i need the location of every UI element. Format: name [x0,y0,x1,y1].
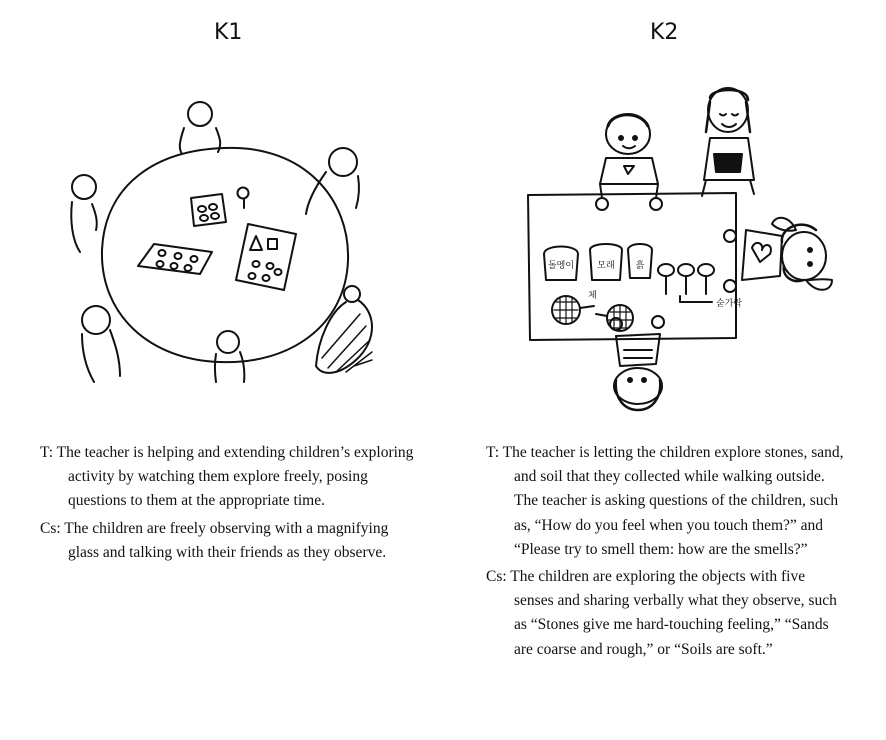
k2-children-text: Cs: The children are exploring the objects with five senses and sharing verbally what they observe, such as “Stones give me hard-touching feeling,” “Sands are coarse and rough,” or “Soils are soft.” [486,568,837,658]
k1-children-text: Cs: The children are freely observing with a magnifying glass and talking with their friends as they observe. [40,519,389,561]
k2-teacher-text: T: The teacher is letting the children explore stones, sand, and soil that they collected while walking outside. The teacher is asking questions of the children, such as, “How do you feel when you touch them?” and “Please try to smell them: how are the smells?” [486,444,844,558]
soil-bowl [628,244,652,278]
child-boy-top [596,114,662,210]
spoons-label: 숟가락 [716,299,743,309]
child-bottom-left [82,306,120,382]
worksheet-small [191,194,226,226]
worksheet-right [236,224,296,290]
k1-round-table-sketch [60,90,390,390]
round-table [102,148,348,362]
sand-label: 모래 [597,261,615,271]
k1-description [40,441,420,568]
child-left [71,175,97,252]
sieve-label: 체 [588,291,597,301]
child-girl-right [724,218,832,292]
child-bottom-right [316,286,372,373]
magnifying-glass-icon [238,188,249,209]
k1-teacher-text: T: The teacher is helping and extending children’s exploring activity by watching them explore freely, posing questions to them at the appropriate time. [40,444,414,510]
sand-bowl [590,244,622,280]
k2-panel-title: K2 [650,20,679,45]
soil-label: 흙 [635,261,645,271]
k1-panel-title: K1 [214,20,243,45]
sieve-right [596,305,633,331]
k2-table-sketch [520,80,850,420]
stones-label: 돌멩이 [547,261,575,271]
child-top-right [306,148,359,214]
sieve-left [552,289,597,324]
teacher-top-right [702,88,754,196]
worksheet-left [138,244,212,274]
stones-bowl [544,247,578,281]
child-top [180,102,220,154]
k2-description [486,441,846,665]
spoons [658,264,742,309]
child-bottom [215,331,245,382]
